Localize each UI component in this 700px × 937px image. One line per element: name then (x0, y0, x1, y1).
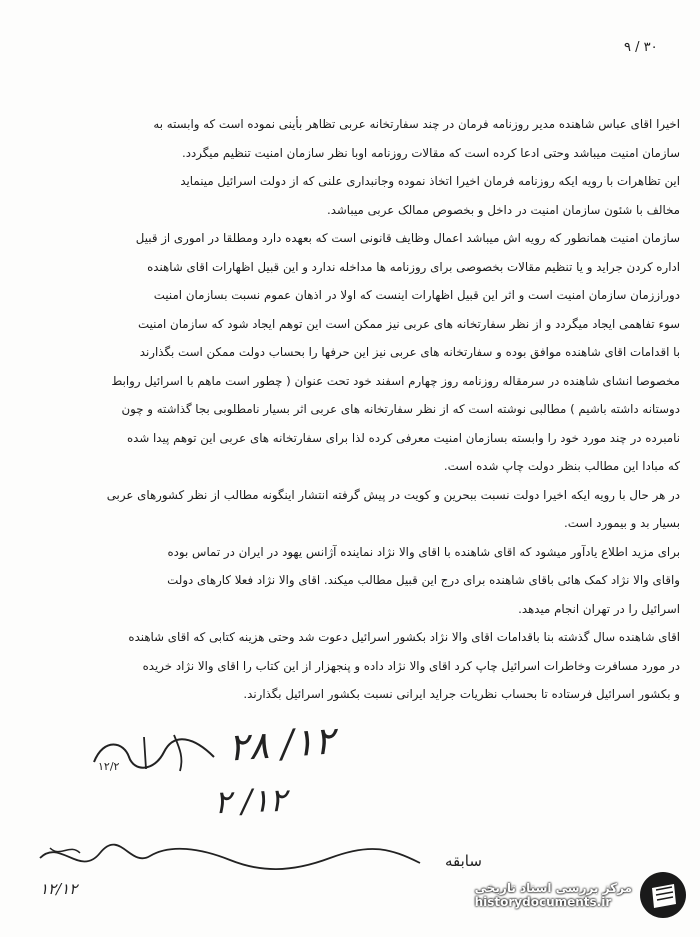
body-line: برای مزید اطلاع یادآور میشود که اقای شاهنده با اقای والا نژاد نماینده آژانس یهود در ایران در تماس بوده (167, 544, 680, 559)
body-line: واقای والا نژاد کمک هائی باقای شاهنده برای درج این قبیل مطالب میکند. اقای والا نژاد فعلا کارهای دولت (167, 573, 680, 587)
archive-logo-icon (638, 870, 688, 920)
body-line: این تظاهرات با رویه ایکه روزنامه فرمان اخیرا اتخاذ نموده وجانبداری علنی که از دولت اسرائیل مینماید (180, 174, 680, 188)
body-line: سوء تفاهمی ایجاد میگردد و از نظر سفارتخانه های عربی نیز ممکن است این توهم ایجاد شود که سازمان امنیت (138, 316, 680, 331)
watermark (438, 864, 688, 926)
page-number: ۳۰ / ۹ (624, 40, 658, 55)
body-line: نامبرده در چند مورد خود را وابسته بسازمان امنیت معرفی کرده لذا برای سفارتخانه های عربی این توهم پیدا شده (127, 430, 680, 445)
document-body (58, 110, 680, 709)
handwritten-date: ۱۲/ ۲ (213, 780, 288, 822)
body-line: با اقدامات اقای شاهنده موافق بوده و سفارتخانه های عربی نیز این حرفها را بحساب دولت ممکن است بگذارند (139, 345, 680, 359)
body-line: که مبادا این مطالب بنظر دولت چاپ شده است. (443, 459, 680, 473)
handwritten-signature (84, 727, 224, 787)
body-line: بسیار بد و بیمورد است. (563, 516, 680, 530)
signature-date: ۱۲/۱۲ (40, 880, 78, 898)
watermark-title: مرکز بررسی اسناد تاریخی (474, 881, 632, 895)
body-line: اداره کردن جراید و یا تنظیم مقالات بخصوصی برای روزنامه ها مداخله ندارد و این قبیل اظهارات اقای شاهنده (147, 259, 680, 274)
body-line: در هر حال با رویه ایکه اخیرا دولت نسبت ببحرین و کویت در پیش گرفته انتشار اینگونه مطالب از نظر کشورهای عربی (106, 487, 680, 502)
margin-note: سابقه (445, 852, 482, 870)
signature-date: ۱۲/۲ (98, 760, 120, 773)
body-line: دوستانه داشته باشیم ) مطالبی نوشته است که از نظر سفارتخانه های عربی اثر بسیار نامطلوبی بجا گذاشته و چون (121, 402, 680, 416)
watermark-url: historydocuments.ir (474, 895, 612, 909)
handwritten-date: ۱۲/ ۲۸ (226, 718, 336, 770)
body-line: مخالف با شئون سازمان امنیت در داخل و بخصوص ممالک عربی میباشد. (326, 202, 680, 217)
body-line: سازمان امنیت همانطور که رویه اش میباشد اعمال وظایف قانونی است که بعهده دارد ومطلقا در اموری از قبیل (135, 231, 680, 245)
body-line: اسرائیل را در تهران انجام میدهد. (518, 601, 680, 616)
body-line: سازمان امنیت میباشد وحتی ادعا کرده است که مقالات روزنامه اوبا نظر سازمان امنیت تنظیم میگردد. (182, 145, 680, 160)
body-line: اخیرا اقای عباس شاهنده مدیر روزنامه فرمان در چند سفارتخانه عربی تظاهر بأینی نموده است که وابسته به (153, 117, 680, 131)
body-line: و بکشور اسرائیل فرستاده تا بحساب نظریات جراید ایرانی نسبت بکشور اسرائیل بگذارند. (243, 687, 680, 701)
body-line: در مورد مسافرت وخاطرات اسرائیل چاپ کرد اقای والا نژاد داده و پنجهزار از این کتاب را اقای والا نژاد خریده (142, 658, 680, 673)
body-line: دوراززمان سازمان امنیت است و اثر این قبیل اظهارات اینست که اولا در اذهان عموم نسبت بسازمان امنیت (153, 288, 680, 302)
body-line: مخصوصا انشای شاهنده در سرمقاله روزنامه روز چهارم اسفند خود تحت عنوان ( چطور است ماهم با اسرائیل روابط (111, 373, 680, 388)
handwritten-signature (30, 838, 430, 888)
body-line: اقای شاهنده سال گذشته بنا باقدامات اقای والا نژاد بکشور اسرائیل دعوت شد وحتی هزینه کتابی که اقای شاهنده (128, 630, 680, 644)
